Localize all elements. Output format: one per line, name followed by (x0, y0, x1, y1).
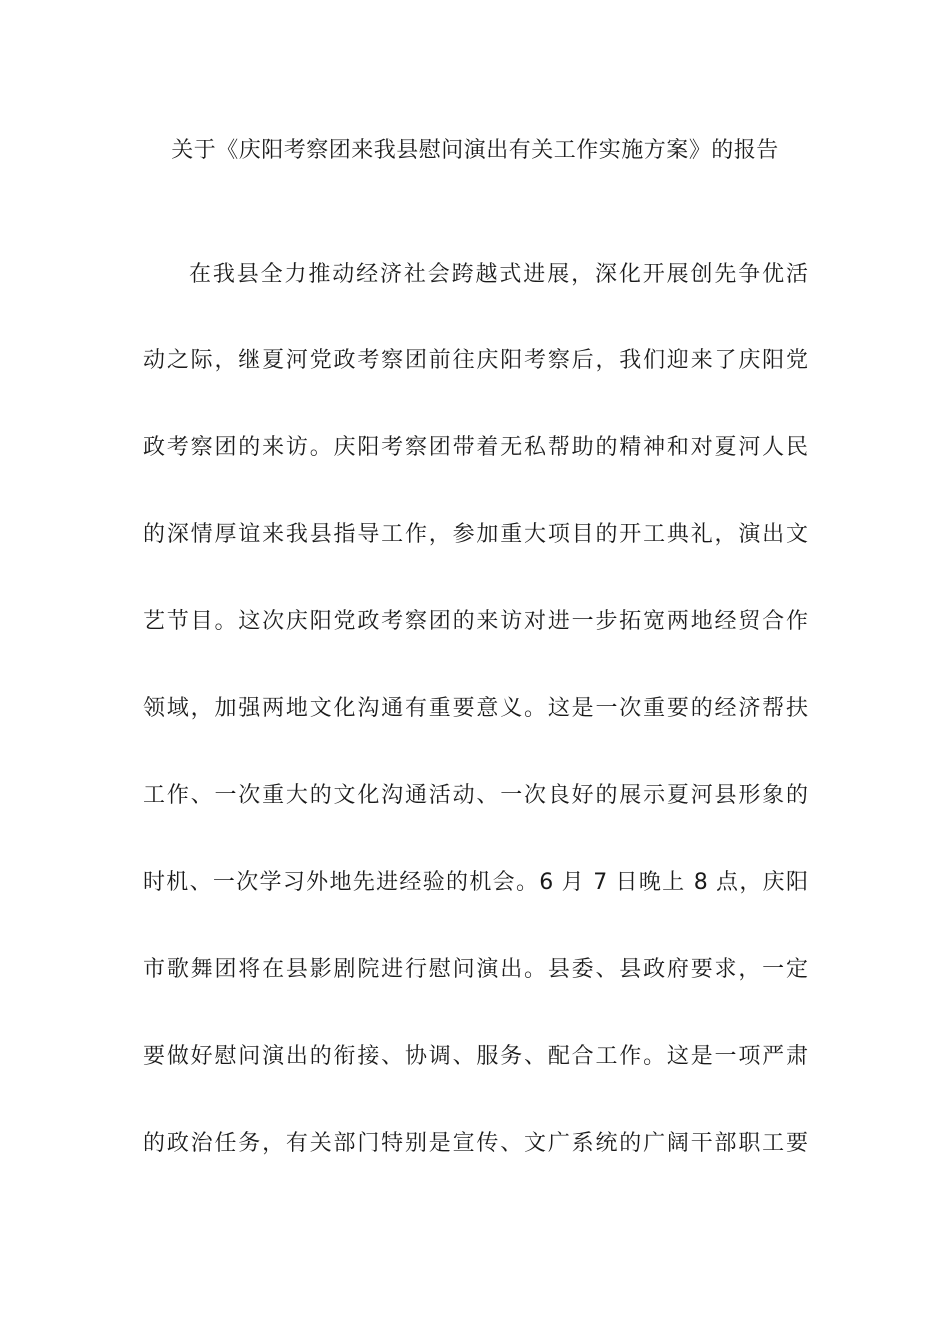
paragraph-line: 政考察团的来访。庆阳考察团带着无私帮助的精神和对夏河人民 (143, 435, 808, 460)
paragraph-line: 市歌舞团将在县影剧院进行慰问演出。县委、县政府要求，一定 (143, 957, 808, 982)
paragraph-line: 工作、一次重大的文化沟通活动、一次良好的展示夏河县形象的 (143, 783, 808, 808)
document-title: 关于《庆阳考察团来我县慰问演出有关工作实施方案》的报告 (171, 138, 779, 163)
paragraph-line: 艺节目。这次庆阳党政考察团的来访对进一步拓宽两地经贸合作 (143, 609, 808, 634)
paragraph-line: 动之际，继夏河党政考察团前往庆阳考察后，我们迎来了庆阳党 (143, 348, 808, 373)
paragraph-line: 要做好慰问演出的衔接、协调、服务、配合工作。这是一项严肃 (143, 1044, 808, 1069)
paragraph-line: 的深情厚谊来我县指导工作，参加重大项目的开工典礼，演出文 (143, 522, 808, 547)
paragraph-line: 在我县全力推动经济社会跨越式进展，深化开展创先争优活 (189, 262, 808, 287)
paragraph-line: 时机、一次学习外地先进经验的机会。6 月 7 日晚上 8 点，庆阳 (143, 870, 808, 895)
paragraph-line: 的政治任务，有关部门特别是宣传、文广系统的广阔干部职工要 (143, 1131, 808, 1156)
paragraph-line: 领域，加强两地文化沟通有重要意义。这是一次重要的经济帮扶 (143, 696, 808, 721)
